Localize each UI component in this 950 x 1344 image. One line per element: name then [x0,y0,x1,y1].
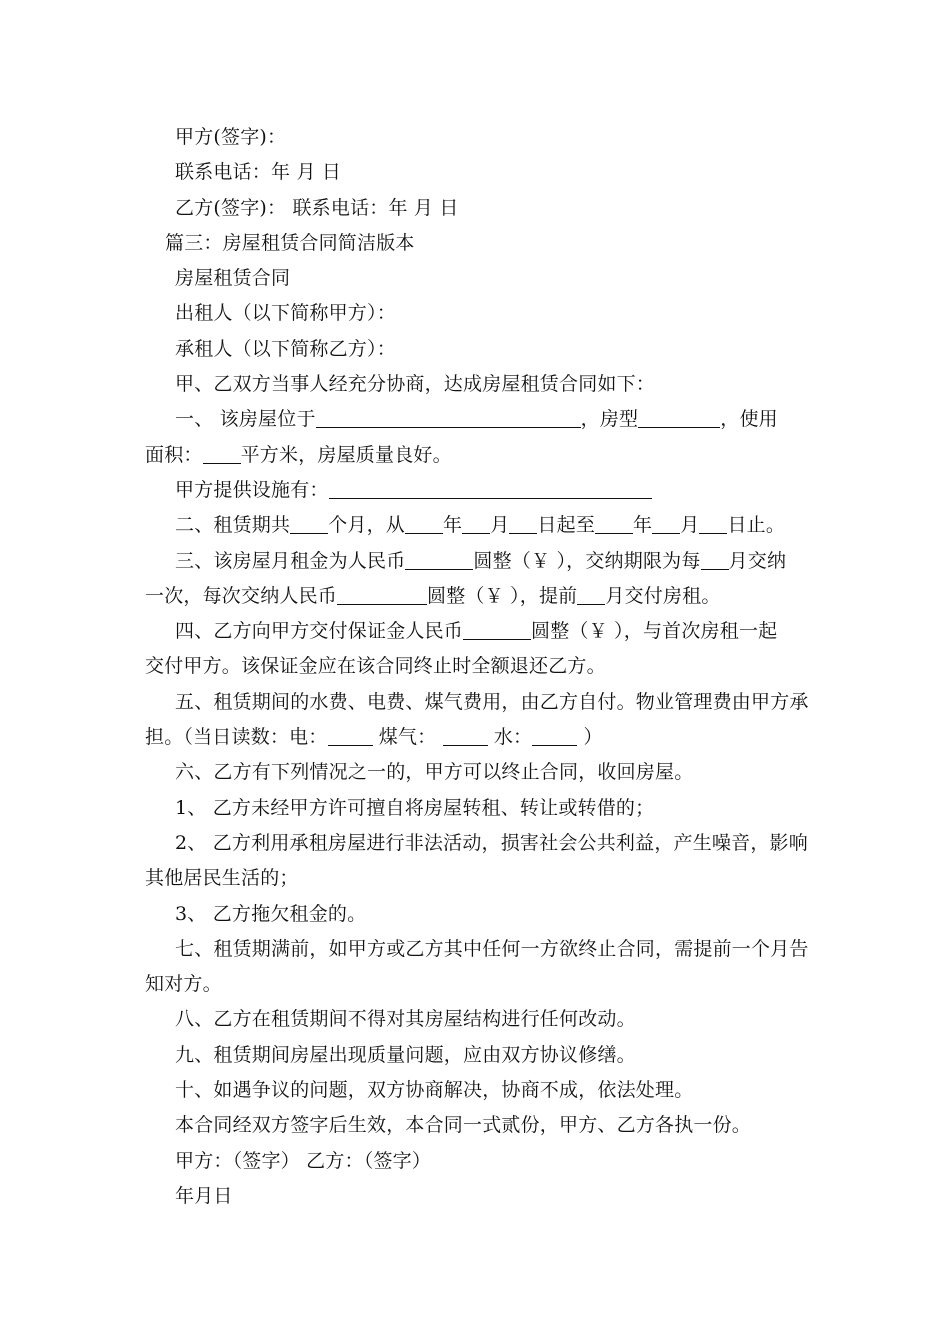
clause-1-text-c: ，使用 [720,408,778,431]
deposit-blank [463,617,531,640]
clause-9-line: 九、租赁期间房屋出现质量问题，应由双方协议修缮。 [175,1043,636,1066]
clause-1-text-d: 面积： [145,443,203,466]
clause-5-text-b: 担。（当日读数：电： [145,726,328,749]
clause-5-text-e: ） [577,726,603,749]
clause-6-item-2-line-2: 其他居民生活的； [145,867,299,890]
clause-7-line-1: 七、租赁期满前，如甲方或乙方其中任何一方欲终止合同，需提前一个月告 [175,937,809,960]
gas-reading-blank [443,723,488,746]
clause-1-line-1 [145,402,810,437]
contract-title: 房屋租赁合同 [175,267,291,290]
area-blank [203,441,241,464]
clause-3-text-b: 圆整（￥ ），交纳期限为每 [473,549,701,572]
effectiveness-line: 本合同经双方签字后生效，本合同一式贰份，甲方、乙方各执一份。 [175,1114,752,1137]
clause-3-text-c: 月交纳 [728,549,787,572]
end-month-blank [652,511,680,534]
clause-4-text-a: 四、乙方向甲方交付保证金人民币 [175,620,464,643]
advance-months-blank [577,582,605,605]
clause-4-line-2: 交付甲方。该保证金应在该合同终止时全额退还乙方。 [145,655,606,678]
clause-3-line-1 [145,544,810,579]
payment-amount-blank [337,582,427,605]
clause-1-text-e: 平方米，房屋质量良好。 [240,443,452,466]
start-day-blank [509,511,537,534]
monthly-rent-blank [405,547,473,570]
clause-6-line: 六、乙方有下列情况之一的，甲方可以终止合同，收回房屋。 [175,761,694,784]
clause-3-text-f: 月交付房租。 [605,584,721,607]
clause-4-line-1 [145,614,810,649]
facilities-line [145,473,810,508]
date-line: 年月日 [175,1184,233,1207]
clause-6-item-2-line-1: 2、 乙方利用承租房屋进行非法活动，损害社会公共利益，产生噪音，影响 [175,831,808,854]
clause-2-text-d: 月 [490,514,510,537]
clause-3-text-d: 一次，每次交纳人民币 [145,584,338,607]
clause-3-text-e: 圆整（￥ ），提前 [427,584,578,607]
start-year-blank [405,511,443,534]
clause-10-line: 十、如遇争议的问题，双方协商解决，协商不成，依法处理。 [175,1079,694,1102]
electricity-reading-blank [328,723,373,746]
end-day-blank [699,511,727,534]
clause-2-text-g: 月 [680,514,700,537]
clause-4-text-b: 圆整（￥ ），与首次房租一起 [531,620,778,643]
clause-1-line-2 [145,438,810,473]
start-month-blank [462,511,490,534]
end-year-blank [595,511,633,534]
signature-line: 甲方：（签字） 乙方：（签字） [175,1149,432,1172]
clause-8-line: 八、乙方在租赁期间不得对其房屋结构进行任何改动。 [175,1008,636,1031]
water-reading-blank [532,723,577,746]
clause-5-text-c: 煤气： [372,726,443,749]
facilities-blank [329,476,652,499]
clause-2-text-b: 个月，从 [328,514,406,537]
section-heading: 篇三：房屋租赁合同简洁版本 [165,231,415,254]
clause-2-text-f: 年 [633,514,653,537]
party-b-signature-line: 乙方(签字)： 联系电话：年 月 日 [175,196,459,219]
preamble-line: 甲、乙双方当事人经充分协商，达成房屋租赁合同如下： [175,373,656,396]
months-blank [290,511,328,534]
clause-5-text-d: 水： [487,726,533,749]
clause-2-text-e: 日起至 [537,514,596,537]
clause-5-line-2 [145,720,810,755]
contact-phone-line: 联系电话：年 月 日 [175,161,342,184]
payment-interval-blank [701,547,729,570]
clause-2-text-c: 年 [443,514,463,537]
clause-2-text-h: 日止。 [727,514,786,537]
clause-2-line [145,508,810,543]
party-a-signature-line: 甲方(签字)： [175,126,287,148]
facilities-label: 甲方提供设施有： [175,478,329,501]
address-blank [316,405,581,428]
clause-7-line-2: 知对方。 [145,973,222,996]
clause-2-text-a: 二、租赁期共 [175,514,291,537]
lessor-line: 出租人（以下简称甲方）： [175,302,396,325]
clause-1-text-b: ，房型 [580,408,639,431]
clause-3-line-2 [145,579,810,614]
clause-6-item-1: 1、 乙方未经甲方许可擅自将房屋转租、转让或转借的； [175,796,655,819]
clause-1-text-a: 一、 该房屋位于 [175,408,316,431]
lessee-line: 承租人（以下简称乙方）： [175,337,396,360]
clause-6-item-3: 3、 乙方拖欠租金的。 [175,902,367,925]
clause-5-line-1: 五、租赁期间的水费、电费、煤气费用，由乙方自付。物业管理费由甲方承 [175,690,809,713]
clause-3-text-a: 三、该房屋月租金为人民币 [175,549,406,572]
room-type-blank [638,405,720,428]
document-body [145,120,810,1214]
